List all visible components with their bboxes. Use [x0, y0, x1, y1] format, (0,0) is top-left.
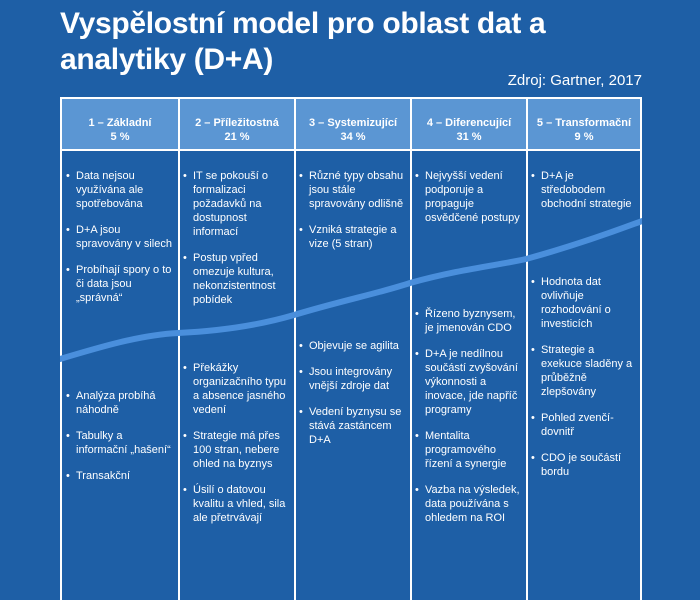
- list-item: • Nejvyšší vedení podporuje a propaguje osvědčené postupy: [415, 169, 523, 225]
- column-1-lower: [66, 389, 174, 495]
- list-item: • IT se pokouší o formalizaci požadavků na dostupnost informací: [183, 169, 291, 239]
- list-item: • Strategie má přes 100 stran, nebere ohled na byznys: [183, 429, 291, 471]
- level-percent: 9 %: [574, 131, 594, 143]
- level-name: 5 – Transformační: [536, 117, 632, 129]
- list-item: • Strategie a exekuce sladěny a průběžně zlepšovány: [531, 343, 637, 399]
- list-item: • Vedení byznysu se stává zastáncem D+A: [299, 405, 407, 447]
- list-item: • Úsilí o datovou kvalitu a vhled, sila ale přetrvávají: [183, 483, 291, 525]
- list-item: • Pohled zvenčí-dovnitř: [531, 411, 637, 439]
- list-item: • Hodnota dat ovlivňuje rozhodování o investicích: [531, 275, 637, 331]
- list-item: • Postup vpřed omezuje kultura, nekonzistentnost pobídek: [183, 251, 291, 307]
- list-item: • Objevuje se agilita: [299, 339, 407, 353]
- list-item: • Mentalita programového řízení a synergie: [415, 429, 523, 471]
- list-item: • Jsou integrovány vnější zdroje dat: [299, 365, 407, 393]
- list-item: • CDO je součástí bordu: [531, 451, 637, 479]
- level-name: 3 – Systemizující: [308, 117, 398, 129]
- list-item: • Tabulky a informační „hašení“: [66, 429, 174, 457]
- level-percent: 31 %: [456, 131, 482, 143]
- maturity-curve-svg: [60, 97, 642, 397]
- level-name: 1 – Základní: [88, 117, 152, 129]
- list-item: • Překážky organizačního typu a absence jasného vedení: [183, 361, 291, 417]
- list-item: • Analýza probíhá náhodně: [66, 389, 174, 417]
- list-item: • Transakční: [66, 469, 174, 483]
- level-percent: 34 %: [340, 131, 366, 143]
- level-percent: 5 %: [110, 131, 130, 143]
- source-label: Zdroj: Gartner, 2017: [507, 72, 642, 89]
- list-item: • D+A je nedílnou součástí zvyšování výkonnosti a inovace, jde napříč programy: [415, 347, 523, 417]
- list-item: • Řízeno byznysem, je jmenován CDO: [415, 307, 523, 335]
- list-item: • Vzniká strategie a vize (5 stran): [299, 223, 407, 251]
- list-item: • Probíhají spory o to či data jsou „správná“: [66, 263, 174, 305]
- list-item: • Vazba na výsledek, data používána s ohledem na ROI: [415, 483, 523, 525]
- list-item: • D+A jsou spravovány v silech: [66, 223, 174, 251]
- page-title: Vyspělostní model pro oblast dat a analytiky (D+A): [60, 7, 546, 76]
- maturity-curve: [60, 221, 642, 359]
- list-item: • Data nejsou využívána ale spotřebována: [66, 169, 174, 211]
- level-name: 4 – Diferencující: [426, 117, 512, 129]
- level-percent: 21 %: [224, 131, 250, 143]
- level-name: 2 – Příležitostná: [195, 117, 279, 129]
- list-item: • D+A je středobodem obchodní strategie: [531, 169, 637, 211]
- list-item: • Různé typy obsahu jsou stále spravovány odlišně: [299, 169, 407, 211]
